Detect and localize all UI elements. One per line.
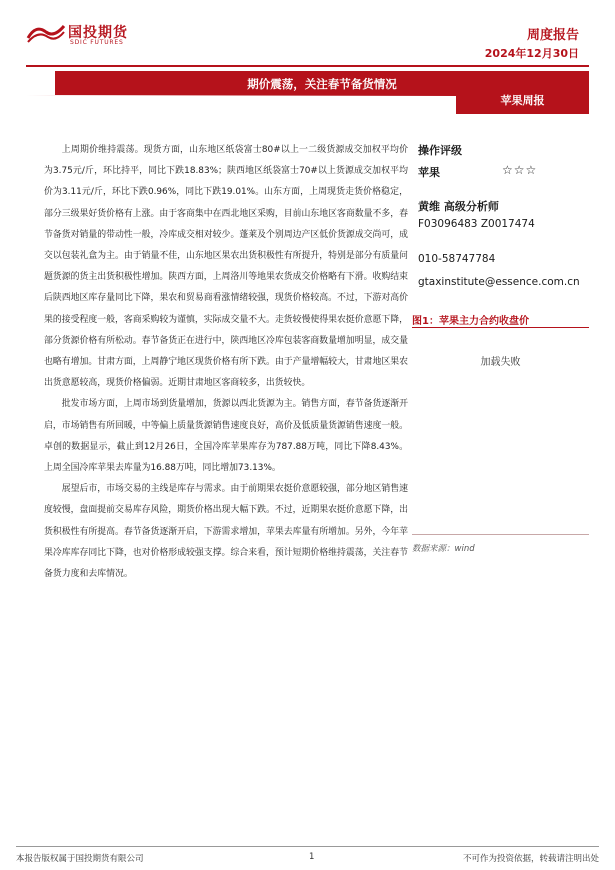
report-body [44,140,408,585]
figure-load-failed: 加载失败 [480,357,521,368]
figure-rule [412,327,589,328]
body-paragraph: 批发市场方面，上周市场到货量增加，货源以西北货源为主。销售方面，春节备货逐渐开启，市场销售有所回暖，中等偏上质量货源销售速度良好，高价及低质量货源销售速度一般。卓创的数据显示，截止到12月26日，全国冷库苹果库存为787.88万吨，同比下降8.43%。上周全国冷库苹果去库量为16.88万吨，同比增加73.13%。 [44,399,408,474]
report-type: 周度报告 [526,28,579,43]
title-underline [26,95,456,96]
figure-source-rule [412,534,589,535]
body-paragraph: 上周期价维持震荡。现货方面，山东地区纸袋富士80#以上一二级货源成交加权平均价为3.75元/斤，环比持平，同比下跌18.83%；陕西地区纸袋富士70#以上货源成交加权平均价为3.11元/斤，环比下跌0.96%，同比下跌19.01%。山东方面，上周现货走货价格稳定，部分三级果好货价格有上涨。由于客商集中在西北地区采购，目前山东地区客商数量不多，春节备货对销量的带动性一般，冷库成交相对较少。蓬莱及个别周边产区低价货源成交尚可，成交以包装礼盒为主。由于销量不佳，山东地区果农出货积极性有所提升，特别是部分有质量问题货源的货主出货积极性增加。陕西方面，上周洛川等地果农货成交价格略有下滑。收购结束后陕西地区库存量同比下降，果农和贸易商看涨情绪较强，现货价格较高。不过，下游对高价果的接受程度一般，客商采购较为谨慎，实际成交量不大。走货较慢使得果农挺价意愿下降，部分货源价格有所松动。春节备货正在进行中，陕西地区冷库包装客商数量增加明显，成交量也略有增加。甘肃方面，上周静宁地区现货价格有所下跌。由于产量增幅较大，甘肃地区果农出货意愿较高，现货价格偏弱。近期甘肃地区客商较多，出货较快。 [44,145,408,389]
body-paragraph: 展望后市，市场交易的主线是库存与需求。由于前期果农挺价意愿较强，部分地区销售速度较慢，盘面提前交易库存风险，期货价格出现大幅下跌。不过，近期果农挺价意愿下降，出货积极性有所提高。春节备货逐渐开启，下游需求增加，苹果去库量有所增加。另外，今年苹果冷库库存同比下降，也对价格形成较强支撑。综合来看，预计短期价格维持震荡，关注春节备货力度和去库情况。 [44,484,408,580]
figure-source: 数据来源：wind [412,544,475,554]
company-logo [26,20,156,48]
header-rule [26,65,589,67]
rating-stars-icon: ☆☆☆ [502,163,538,177]
analyst-license: F03096483 Z0017474 [418,218,535,230]
logo-text-cn: 国投期货 [68,25,128,41]
footer-disclaimer: 不可作为投资依据，转载请注明出处 [462,854,599,864]
category-tab: 苹果周报 [456,88,589,114]
sdic-logo-icon [26,22,66,44]
figure-title: 图1：苹果主力合约收盘价 [412,316,529,327]
figure-image [412,329,589,534]
report-title: 期价震荡，关注春节备货情况 [247,77,397,91]
rating-label: 操作评级 [418,144,462,157]
page-number: 1 [309,852,315,862]
rating-product: 苹果 [418,166,440,179]
logo-text-en: SDIC FUTURES [70,39,124,46]
footer-copyright: 本报告版权属于国投期货有限公司 [16,854,144,864]
contact-email[interactable]: gtaxinstitute@essence.com.cn [418,276,580,288]
analyst-name: 黄维 高级分析师 [418,200,499,213]
contact-phone: 010-58747784 [418,253,496,265]
report-date: 2024年12月30日 [484,47,579,60]
footer-rule [16,846,599,847]
